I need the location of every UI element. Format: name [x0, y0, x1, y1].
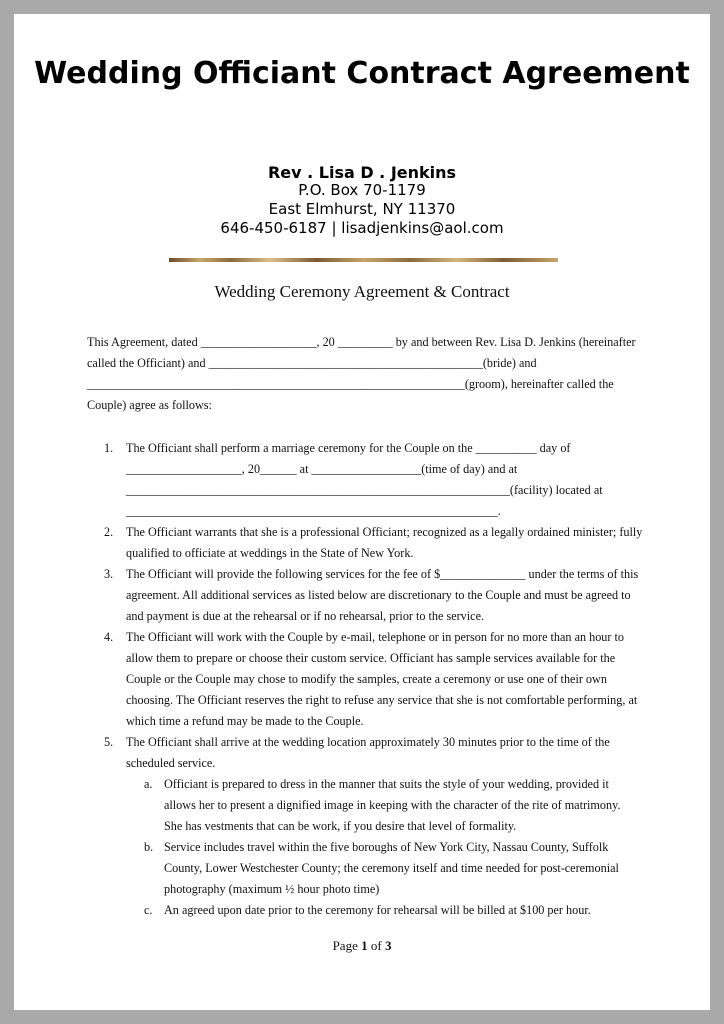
list-item — [104, 564, 649, 627]
terms-list — [104, 438, 649, 921]
list-item — [104, 522, 649, 564]
item-line: The Officiant will work with the Couple by e-mail, telephone or in person for no more than an hour to — [126, 630, 624, 644]
item-line: photography (maximum ½ hour photo time) — [164, 882, 380, 896]
intro-line: Couple) agree as follows: — [87, 398, 212, 412]
page-title: Wedding Officiant Contract Agreement — [34, 56, 690, 91]
item-number: 4. — [104, 630, 114, 644]
item-line: The Officiant warrants that she is a professional Officiant; recognized as a legally ordained minister; fully — [126, 525, 643, 539]
item-line: allows her to present a dignified image in keeping with the character of the rite of matrimony. — [164, 798, 621, 812]
item-line: Couple or the Couple may chose to modify the samples, create a ceremony or use one of their own — [126, 672, 607, 686]
item-number: 1. — [104, 441, 114, 455]
item-line: County, Lower Westchester County; the ceremony itself and time needed for post-ceremonial — [164, 861, 619, 875]
intro-line: This Agreement, dated ___________________, 20 _________ by and between Rev. Lisa D. Jenkins (hereinafter — [87, 335, 636, 349]
address-line-1: P.O. Box 70-1179 — [298, 181, 426, 199]
item-line: _____________________________________________________________. — [126, 504, 501, 518]
document-title: Wedding Ceremony Agreement & Contract — [214, 282, 510, 301]
address-line-2: East Elmhurst, NY 11370 — [268, 200, 456, 218]
item-line: The Officiant shall perform a marriage ceremony for the Couple on the __________ day of — [126, 441, 571, 455]
contact-line: 646-450-6187 | lisadjenkins@aol.com — [220, 219, 504, 237]
item-line: ___________________, 20______ at __________________(time of day) and at — [126, 462, 518, 476]
page-total: 3 — [384, 938, 392, 953]
item-line: She has vestments that can be work, if you desire that level of formality. — [164, 819, 517, 833]
page-number: 1 — [361, 938, 368, 953]
intro-line: called the Officiant) and _____________________________________________(bride) and — [87, 356, 537, 370]
list-item — [104, 627, 649, 732]
sub-item-letter: b. — [144, 840, 154, 854]
sub-list-item — [104, 774, 649, 837]
list-item — [104, 732, 649, 774]
item-line: The Officiant shall arrive at the wedding location approximately 30 minutes prior to the time of the — [126, 735, 610, 749]
decorative-divider — [169, 258, 558, 262]
item-line: _______________________________________________________________(facility) located at — [126, 483, 603, 497]
item-line: An agreed upon date prior to the ceremony for rehearsal will be billed at $100 per hour. — [164, 903, 591, 917]
item-line: which time a refund may be made to the Couple. — [126, 714, 364, 728]
sub-list-item — [104, 837, 649, 900]
item-line: and payment is due at the rehearsal or if no rehearsal, prior to the service. — [126, 609, 485, 623]
intro-paragraph — [87, 332, 647, 416]
item-line: The Officiant will provide the following services for the fee of $______________ under the terms of this — [126, 567, 639, 581]
sub-item-letter: a. — [144, 777, 153, 791]
of-label: of — [370, 938, 382, 953]
sub-item-letter: c. — [144, 903, 153, 917]
item-line: Service includes travel within the five boroughs of New York City, Nassau County, Suffolk — [164, 840, 609, 854]
item-number: 3. — [104, 567, 114, 581]
item-line: allow them to prepare or choose their custom service. Officiant has sample services available for the — [126, 651, 616, 665]
page-footer — [0, 938, 724, 954]
officiant-name: Rev . Lisa D . Jenkins — [267, 163, 457, 182]
page-label: Page — [332, 938, 358, 953]
item-line: scheduled service. — [126, 756, 216, 770]
intro-line: ______________________________________________________________(groom), hereinafter called the — [87, 377, 614, 391]
item-line: Officiant is prepared to dress in the manner that suits the style of your wedding, provided it — [164, 777, 609, 791]
item-number: 2. — [104, 525, 114, 539]
item-line: qualified to officiate at weddings in the State of New York. — [126, 546, 414, 560]
list-item — [104, 438, 649, 522]
item-line: choosing. The Officiant reserves the right to refuse any service that she is not comfortable performing, at — [126, 693, 638, 707]
item-number: 5. — [104, 735, 114, 749]
sub-list-item — [104, 900, 649, 921]
item-line: agreement. All additional services as listed below are discretionary to the Couple and must be agreed to — [126, 588, 631, 602]
